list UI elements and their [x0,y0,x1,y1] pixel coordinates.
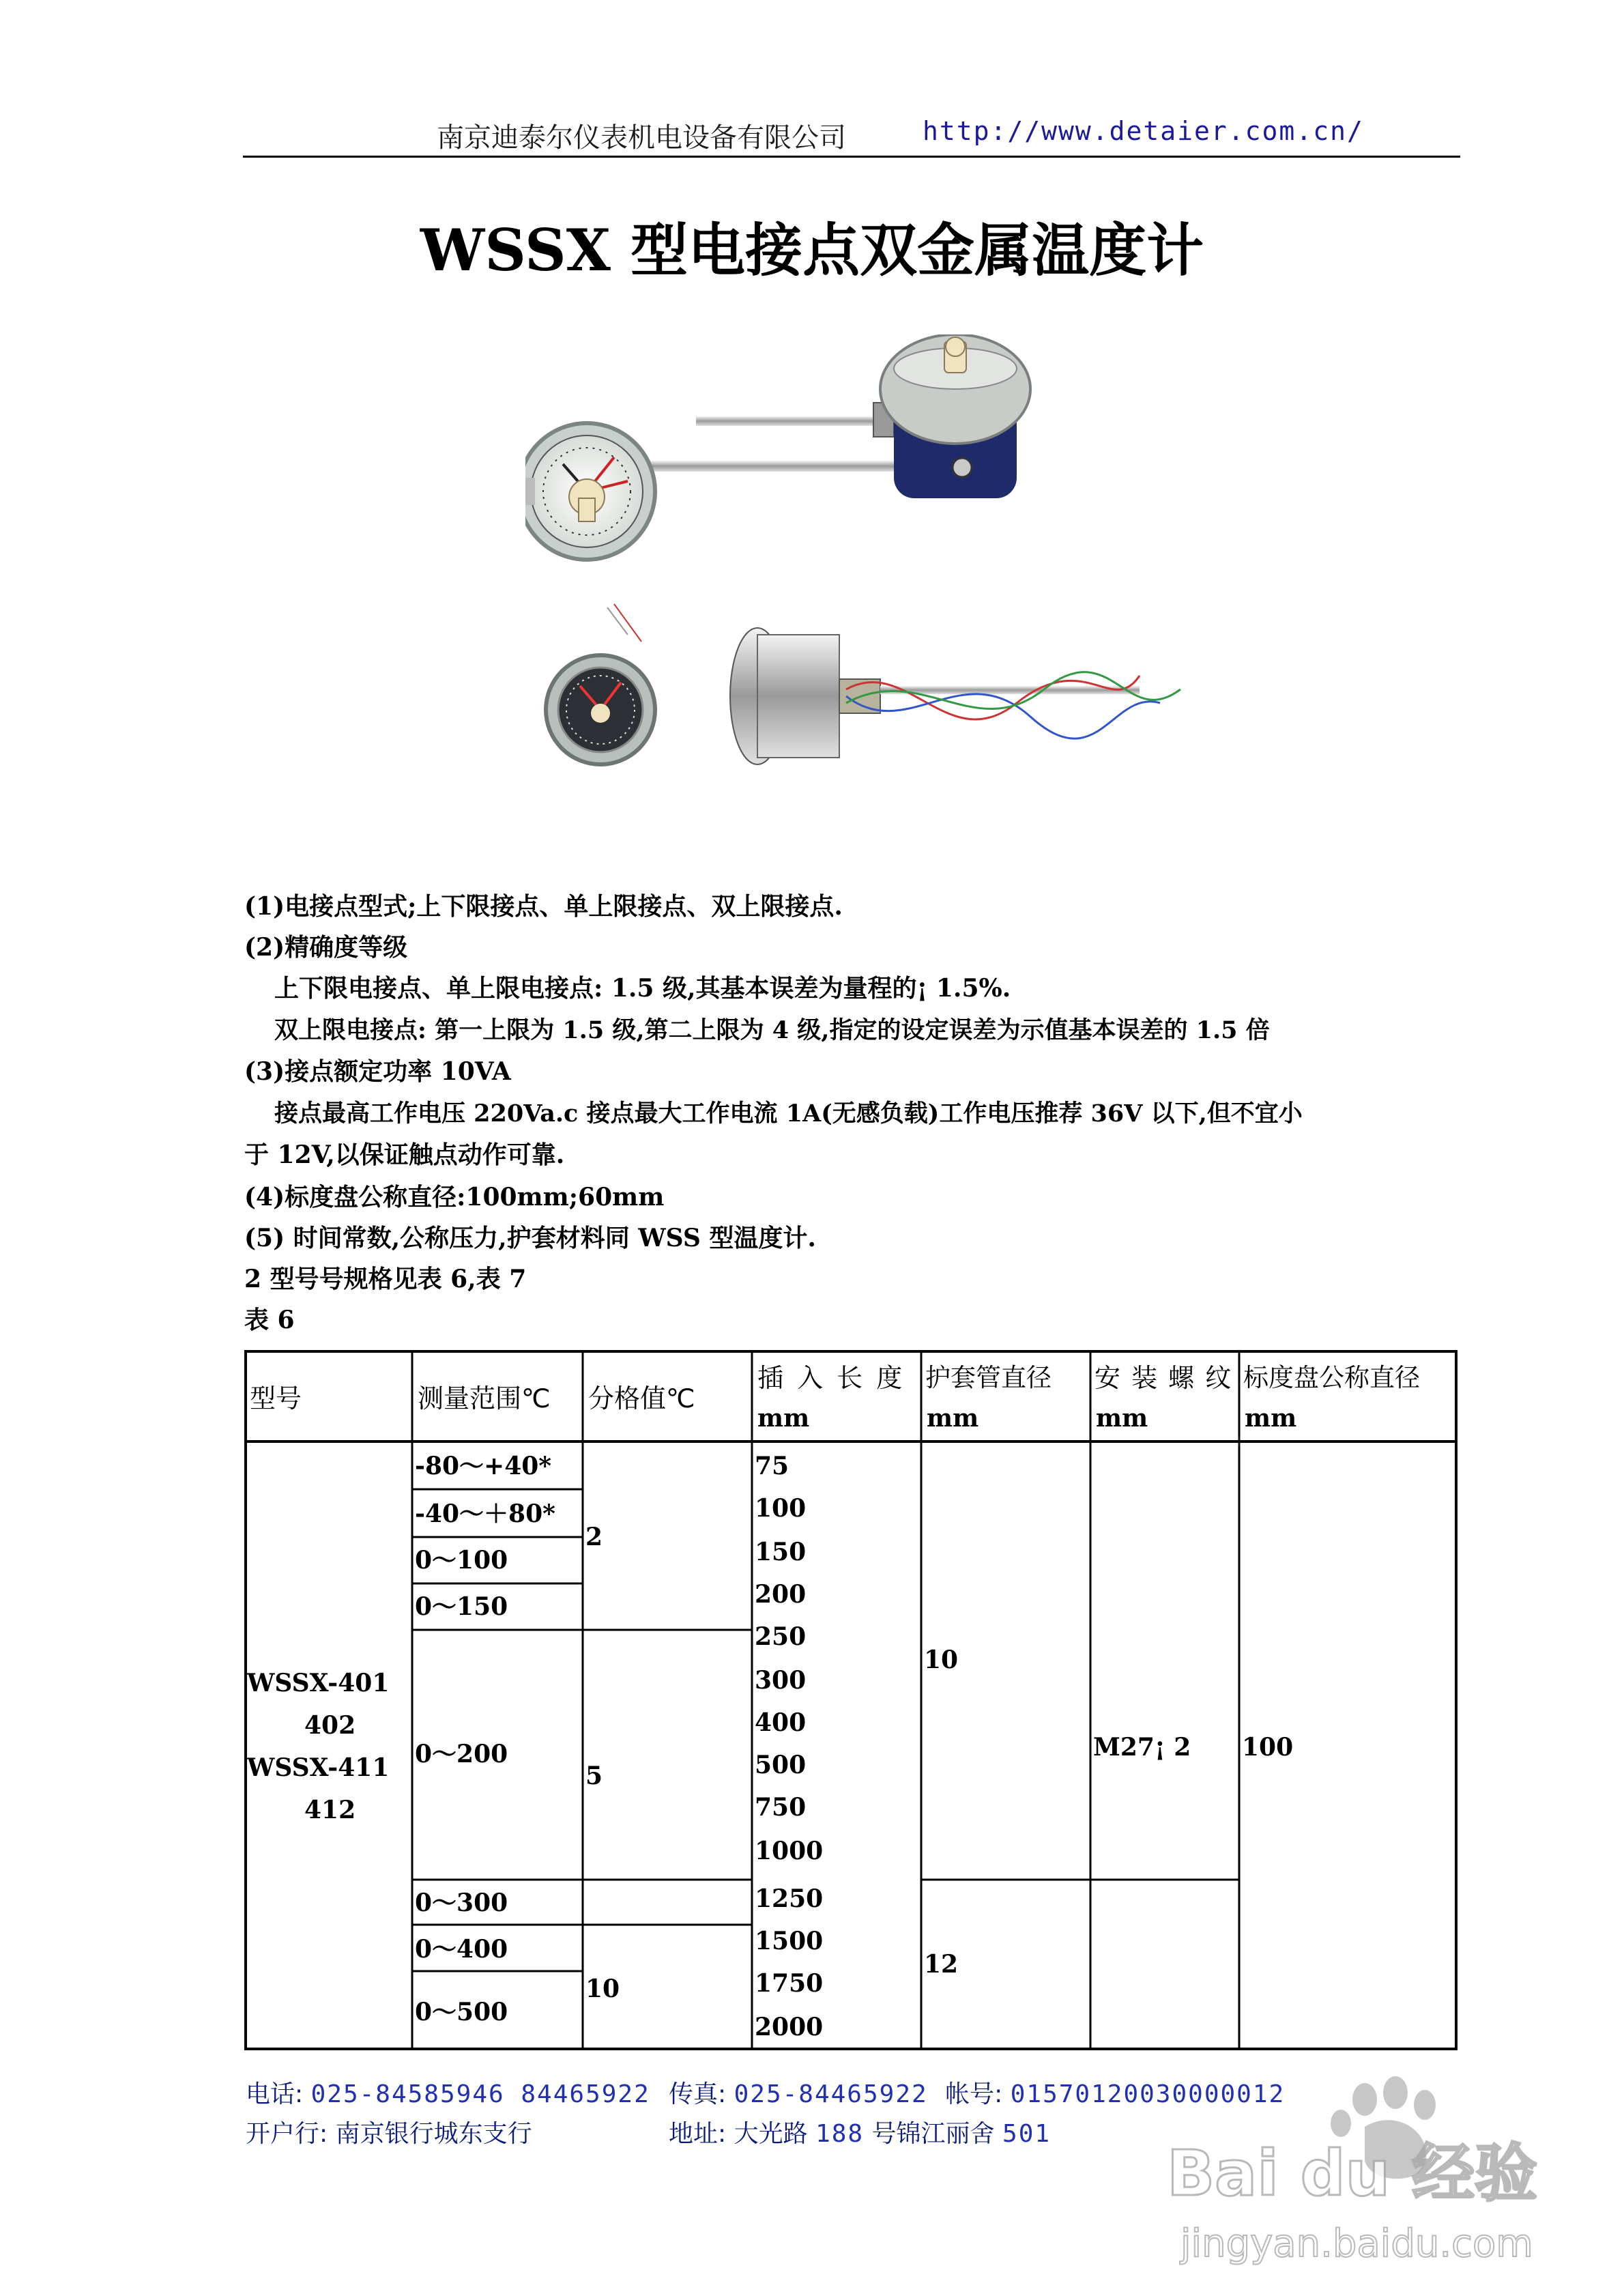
para-model-spec: 2 型号号规格见表 6,表 7 [244,1265,527,1293]
division-cell: 10 [585,1975,620,2003]
para-voltage-cont: 于 12V,以保证触点动作可靠. [244,1140,565,1169]
para-accuracy-heading: (2)精确度等级 [244,933,408,962]
model-cell: 402 [304,1711,356,1740]
address-label: 地址: [669,2120,727,2148]
footer-phone [246,2075,650,2110]
range-cell: 0～100 [415,1546,508,1575]
account-label: 帐号: [945,2080,1003,2108]
fax-value: 025-84465922 [734,2080,928,2108]
company-name: 南京迪泰尔仪表机电设备有限公司 [437,122,846,154]
phone-value[interactable]: 025-84585946 84465922 [310,2080,650,2108]
length-cell: 500 [755,1751,807,1779]
para-contact-type: (1)电接点型式;上下限接点、单上限接点、双上限接点. [244,892,843,921]
length-cell: 300 [755,1666,807,1695]
address-street: 大光路 [734,2120,808,2148]
col-header-dial: 标度盘公称直径 [1243,1363,1420,1392]
dial-cell: 100 [1242,1733,1294,1762]
length-cell: 75 [755,1452,789,1480]
header-divider [243,156,1460,158]
fax-label: 传真: [669,2080,727,2108]
division-cell: 5 [585,1762,603,1790]
col-header-model: 型号 [250,1383,302,1414]
division-cell: 2 [585,1523,603,1551]
gauge-photo-small [546,604,655,764]
length-cell: 1250 [755,1884,824,1913]
gauge-photo-side [730,628,1180,764]
para-voltage: 接点最高工作电压 220Va.c 接点最大工作电流 1A(无感负载)工作电压推荐 36V 以下,但不宜小 [274,1100,1303,1128]
product-photos [525,334,1208,812]
baidu-watermark [1160,2072,1542,2277]
col-header-length: 插 入 长 度 [757,1363,905,1393]
range-cell: 0～300 [415,1889,508,1917]
sheath-cell: 12 [924,1950,959,1979]
length-cell: 1500 [755,1927,824,1955]
range-cell: 0～400 [415,1935,508,1964]
length-cell: 2000 [755,2013,824,2041]
account-value: 01570120030000012 [1010,2080,1286,2108]
para-time-constant: (5) 时间常数,公称压力,护套材料同 WSS 型温度计. [244,1224,816,1252]
length-cell: 200 [755,1580,807,1609]
spec-table [244,1350,1458,2050]
footer-address [669,2114,1051,2149]
phone-label: 电话: [246,2080,304,2108]
length-cell: 750 [755,1793,807,1822]
range-cell: -40～＋80* [415,1499,555,1528]
col-header-range: 测量范围℃ [418,1383,551,1414]
col-unit-sheath: mm [927,1404,979,1433]
watermark-brand: Bai du 经验 [1167,2137,1538,2210]
col-unit-thread: mm [1096,1404,1148,1433]
col-unit-length: mm [757,1404,810,1433]
length-cell: 250 [755,1622,807,1651]
range-cell: 0～150 [415,1592,508,1621]
length-cell: 1750 [755,1969,824,1998]
gauge-photo-blue-base [696,334,1030,498]
address-room: 501 [1002,2120,1052,2148]
thread-cell: M27¡ 2 [1093,1733,1191,1762]
col-header-thread: 安 装 螺 纹 [1094,1363,1233,1393]
col-header-division: 分格值℃ [588,1383,695,1414]
range-cell: 0～200 [415,1740,508,1768]
model-cell: 412 [304,1796,356,1824]
bank-label: 开户行: [246,2120,328,2148]
col-header-sheath: 护套管直径 [925,1363,1052,1392]
length-cell: 1000 [755,1837,824,1865]
table-caption: 表 6 [244,1306,295,1334]
para-dial-diameter: (4)标度盘公称直径:100mm;60mm [244,1183,665,1211]
footer-bank [246,2114,532,2149]
address-number: 188 [815,2120,865,2148]
document-title: WSSX 型电接点双金属温度计 [420,216,1204,284]
model-cell: WSSX-411 [247,1753,390,1782]
length-cell: 150 [755,1538,807,1566]
length-cell: 400 [755,1708,807,1737]
sheath-cell: 10 [924,1646,959,1674]
para-accuracy-single: 上下限电接点、单上限电接点: 1.5 级,其基本误差为量程的¡ 1.5%. [274,974,1011,1003]
gauge-photo-large [525,423,914,560]
bank-value: 南京银行城东支行 [335,2120,532,2148]
model-cell: WSSX-401 [247,1669,390,1697]
para-power-heading: (3)接点额定功率 10VA [244,1057,511,1086]
range-cell: -80～+40* [415,1452,552,1480]
col-unit-dial: mm [1245,1404,1297,1433]
watermark-site: jingyan.baidu.com [1180,2222,1533,2266]
range-cell: 0～500 [415,1998,508,2026]
company-url[interactable]: http://www.detaier.com.cn/ [923,116,1364,146]
length-cell: 100 [755,1494,807,1523]
address-building: 号锦江丽舍 [871,2120,995,2148]
para-accuracy-double: 双上限电接点: 第一上限为 1.5 级,第二上限为 4 级,指定的设定误差为示值基本误差的 1.5 倍 [274,1016,1270,1044]
